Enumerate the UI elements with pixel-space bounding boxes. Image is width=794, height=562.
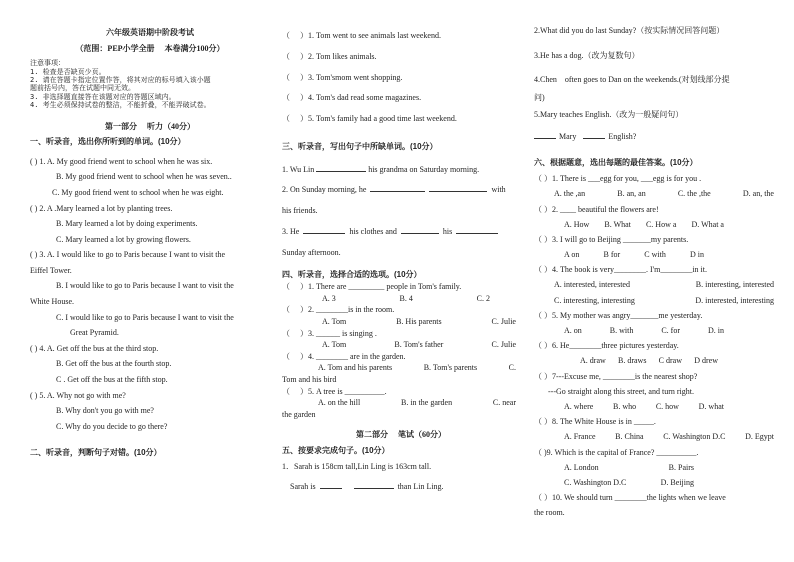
grammar-options-2: A. How B. What C. How a D. What a xyxy=(564,219,724,229)
choice-options-1: A. 3 B. 4 C. 2 xyxy=(322,293,490,303)
note-line: 1. 检查是否缺页少页。 xyxy=(30,67,106,76)
fill-item-2-cont: his friends. xyxy=(282,206,318,216)
judge-item: （ ）2. Tom likes animals. xyxy=(282,51,377,61)
grammar-list xyxy=(534,171,774,520)
choice-options-3: A. Tom B. Tom's father C. Julie xyxy=(322,340,516,350)
grammar-options-9b: C. Washington D.C D. Beijing xyxy=(564,477,694,487)
grammar-question-5: （ ）5. My mother was angry_______me yesterday. xyxy=(534,310,703,320)
judge-item: （ ）3. Tom'smom went shopping. xyxy=(282,72,403,82)
grammar-question-1: （ ）1. There is ___egg for you, ___egg is for you . xyxy=(534,174,702,184)
question-5-option-c: C. Why do you decide to go there? xyxy=(56,421,168,431)
grammar-options-5: A. on B. with C. for D. in xyxy=(564,326,724,336)
writing-question-2: 2.What did you do last Sunday?（按实际情况回答问题） xyxy=(534,26,725,35)
question-3-cont: Eiffel Tower. xyxy=(30,265,72,275)
grammar-options-1: A. the ,an B. an, an C. the ,the D. an, the xyxy=(554,189,774,199)
choice-list xyxy=(282,281,520,420)
section-3-heading: 三、听录音，写出句子中所缺单词。(10分） xyxy=(282,141,438,151)
notes-block xyxy=(30,59,270,109)
judge-item: （ ）4. Tom's dad read some magazines. xyxy=(282,93,422,103)
choice-question-5: （ ）5. A tree is __________. xyxy=(282,386,387,396)
judge-item: （ ）5. Tom's family had a good time last weekend. xyxy=(282,114,457,124)
question-5-option-b: B. Why don't you go with me? xyxy=(56,406,154,416)
choice-options-2: A. Tom B. His parents C. Julie xyxy=(322,316,516,326)
question-3: ( ) 3. A. I would like to go to Paris because I want to visit the xyxy=(30,250,226,260)
fill-item-3-cont: Sunday afternoon. xyxy=(282,247,341,257)
writing-question-1: 1．Sarah is 158cm tall,Lin Ling is 163cm tall. xyxy=(282,462,432,472)
column-3 xyxy=(534,26,774,520)
answer-blank[interactable] xyxy=(354,480,394,489)
question-2: ( ) 2. A .Mary learned a lot by planting trees. xyxy=(30,203,173,213)
section-6-heading: 六、根据题意，选出每题的最佳答案。(10分） xyxy=(534,157,698,167)
question-4: ( ) 4. A. Get off the bus at the third stop. xyxy=(30,343,159,353)
grammar-question-8: （ ）8. The White House is in _____. xyxy=(534,417,656,427)
writing-question-4-cont: 问) xyxy=(534,92,545,102)
column-1 xyxy=(30,20,270,458)
question-3-cont: Great Pyramid. xyxy=(70,328,119,338)
grammar-question-4: （ ）4. The book is very________. I'm________in it. xyxy=(534,265,707,275)
question-5: ( ) 5. A. Why not go with me? xyxy=(30,390,126,400)
grammar-question-6: （ ）6. He________three pictures yesterday. xyxy=(534,341,679,351)
listening-questions xyxy=(30,154,270,435)
writing-question-4: 4.Chen often goes to Dan on the weekends.(对划线部分提 xyxy=(534,75,730,85)
answer-blank[interactable] xyxy=(401,225,439,234)
question-2-option-c: C. Mary learned a lot by growing flowers. xyxy=(56,234,191,244)
grammar-options-4a: A. interested, interested B. interesting, interested xyxy=(554,280,774,290)
question-4-option-c: C . Get off the bus at the fifth stop. xyxy=(56,375,168,385)
grammar-question-9: （ )9. Which is the capital of France? __________. xyxy=(534,447,699,457)
grammar-options-3: A on B for C with D in xyxy=(564,250,704,260)
choice-question-4-cont: Tom and his bird xyxy=(282,374,337,384)
part-2-heading: 第二部分 笔试（60分） xyxy=(356,430,446,440)
section-4-heading: 四、听录音，选择合适的选项。(10分） xyxy=(282,269,422,279)
judge-list xyxy=(282,26,520,130)
question-3-option-b: B. I would like to go to Paris because I want to visit the xyxy=(56,281,234,291)
answer-blank[interactable] xyxy=(320,480,342,489)
fill-blank-list xyxy=(282,160,520,264)
answer-blank[interactable] xyxy=(456,225,498,234)
note-line: 3. 非选择题直接答在该题对应的答题区域内。 xyxy=(30,92,176,101)
grammar-question-7: （ ）7---Excuse me, ________is the nearest shop? xyxy=(534,371,698,381)
question-2-option-b: B. Mary learned a lot by doing experiments. xyxy=(56,219,198,229)
answer-blank[interactable] xyxy=(429,183,487,192)
question-1-option-b: B. My good friend went to school when he was seven.. xyxy=(56,172,232,182)
grammar-question-7-cont: ---Go straight along this street, and turn right. xyxy=(548,386,694,396)
writing-question-5: 5.Mary teaches English.（改为一般疑问句） xyxy=(534,110,684,120)
question-3-option-c: C. I would like to go to Paris because I want to visit the xyxy=(56,312,234,322)
choice-options-5: A. on the hill B. in the garden C. near xyxy=(318,398,516,408)
writing-answer-1: Sarah is than Lin Ling. xyxy=(290,482,444,492)
note-line: 2. 请在答题卡指定位置作答，将其对应的标号填入该小题 xyxy=(30,75,211,84)
note-line: 题前括号内，答在试题中同无效。 xyxy=(30,84,135,93)
choice-question-3: （ ）3. ______ is singing . xyxy=(282,328,377,338)
answer-blank[interactable] xyxy=(303,225,345,234)
choice-question-2: （ ）2. ________is in the room. xyxy=(282,305,395,315)
question-1-option-c: C. My good friend went to school when he was eight. xyxy=(52,187,224,197)
writing-answer-5: Mary English? xyxy=(534,130,774,142)
choice-question-1: （ ）1. There are _________ people in Tom's family. xyxy=(282,282,462,292)
part-1-heading: 第一部分 听力（40分） xyxy=(105,121,195,131)
section-1-heading: 一、听录音，选出你所听到的单词。(10分） xyxy=(30,137,186,147)
question-3-cont: White House. xyxy=(30,297,74,307)
writing-question-3: 3.He has a dog.（改为复数句） xyxy=(534,50,640,60)
question-4-option-b: B. Get off the bus at the fourth stop. xyxy=(56,359,172,369)
note-line: 4. 考生必须保持试卷的整洁，不能折叠，不能弄破试卷。 xyxy=(30,101,211,110)
grammar-options-7: A. where B. who C. how D. what xyxy=(564,401,724,411)
answer-blank[interactable] xyxy=(370,183,425,192)
grammar-options-4b: C. interesting, interesting D. interested, interesting xyxy=(554,295,774,305)
fill-item-3: 3. He his clothes and his xyxy=(282,222,520,243)
section-5-heading: 五、按要求完成句子。(10分） xyxy=(282,445,390,455)
column-2 xyxy=(282,26,520,492)
judge-item: （ ）1. Tom went to see animals last weekend. xyxy=(282,31,441,40)
grammar-question-10: （ ）10. We should turn ________the lights when we leave xyxy=(534,493,726,503)
fill-item-1: 1. Wu Lin his grandma on Saturday morning. xyxy=(282,164,480,174)
grammar-options-9a: A. London B. Pairs xyxy=(564,462,694,472)
grammar-options-8: A. France B. China C. Washington D.C D. Egypt xyxy=(564,432,774,442)
grammar-question-2: （ ）2. ____ beautiful the flowers are! xyxy=(534,204,659,214)
section-2-heading: 二、听录音，判断句子对错。(10分） xyxy=(30,448,162,458)
choice-question-5-cont: the garden xyxy=(282,409,316,419)
choice-options-4: A. Tom and his parents B. Tom's parents C. xyxy=(318,363,516,373)
notes-title: 注意事项： xyxy=(30,59,65,68)
answer-blank[interactable] xyxy=(316,163,366,172)
grammar-question-3: （ ）3. I will go to Beijing _______my parents. xyxy=(534,234,689,244)
grammar-options-6: A. draw B. draws C draw D drew xyxy=(580,356,718,366)
choice-question-4: （ ）4. ________ are in the garden. xyxy=(282,351,406,361)
exam-title: 六年级英语期中阶段考试 xyxy=(106,28,194,37)
exam-subtitle: （范围：PEP小学全册 本卷满分100分） xyxy=(75,43,225,53)
question-1: ( ) 1. A. My good friend went to school when he was six. xyxy=(30,156,213,166)
grammar-question-10-cont: the room. xyxy=(534,508,565,518)
answer-blank[interactable] xyxy=(534,130,556,139)
answer-blank[interactable] xyxy=(583,130,605,139)
fill-item-2: 2. On Sunday morning, he with xyxy=(282,185,506,195)
